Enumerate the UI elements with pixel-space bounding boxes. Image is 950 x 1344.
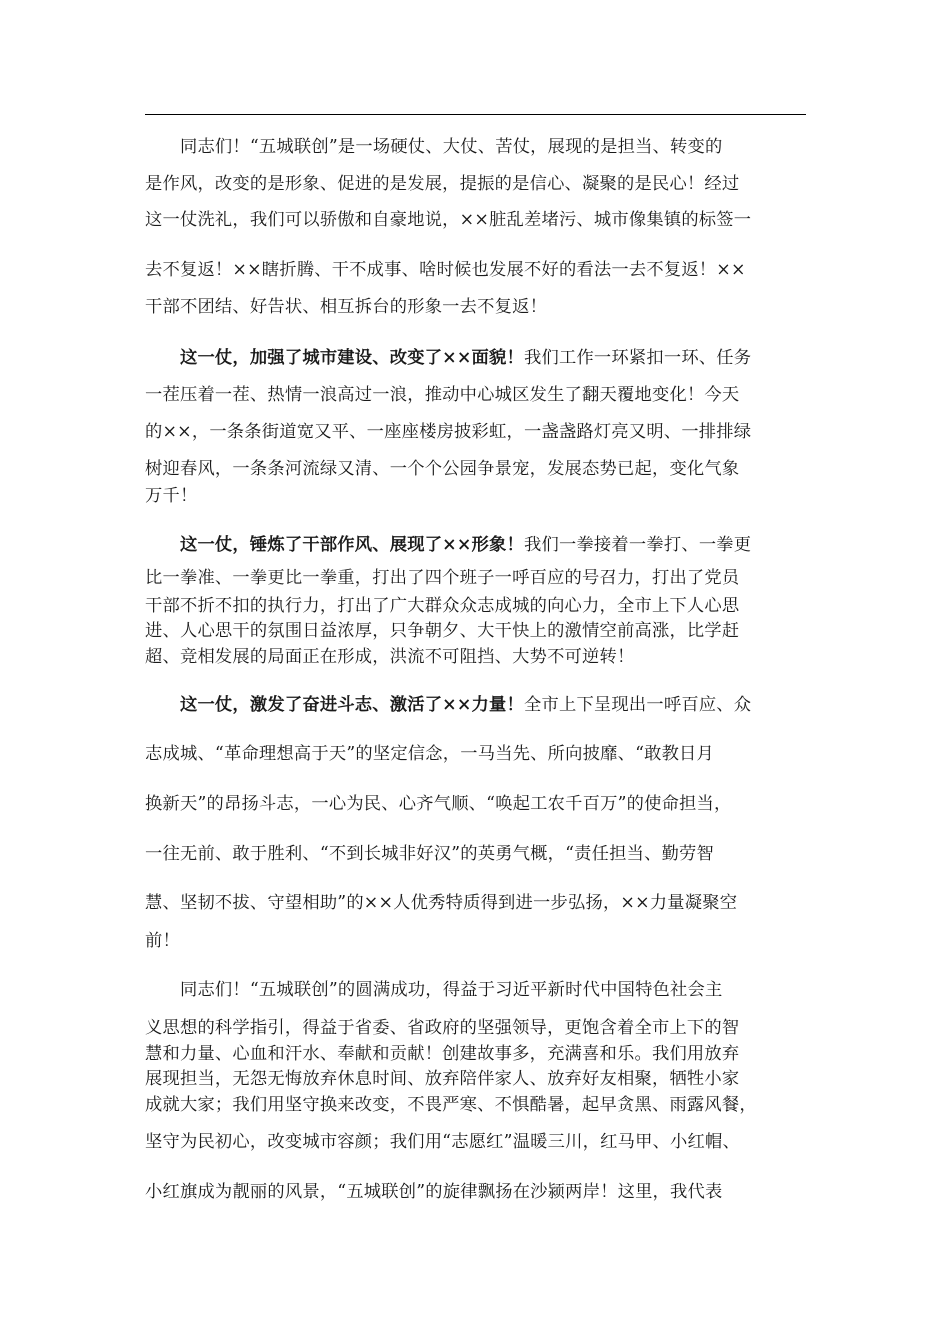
paragraph-lead: 这一仗，加强了城市建设、改变了××面貌！ [145,348,524,368]
text-line: 是作风，改变的是形象、促进的是发展，提振的是信心、凝聚的是民心！经过 [145,174,740,194]
text-line: 慧、坚韧不拔、守望相助”的××人优秀特质得到进一步弘扬，××力量凝聚空 [145,893,738,913]
text-line: 换新天”的昂扬斗志，一心为民、心齐气顺、“唤起工农千百万”的使命担当， [145,794,732,814]
text-line: 一往无前、敢于胜利、“不到长城非好汉”的英勇气概，“责任担当、勤劳智 [145,844,715,864]
text-line: 的××，一条条街道宽又平、一座座楼房披彩虹，一盏盏路灯亮又明、一排排绿 [145,422,752,442]
text-line: 干部不团结、好告状、相互拆台的形象一去不复返！ [145,297,548,317]
text-line: 义思想的科学指引，得益于省委、省政府的坚强领导，更饱含着全市上下的智 [145,1018,740,1038]
text-line: 同志们！“五城联创”的圆满成功，得益于习近平新时代中国特色社会主 [145,980,723,1000]
text-line: 树迎春风，一条条河流绿又清、一个个公园争景宠，发展态势已起，变化气象 [145,459,740,479]
text-line: 展现担当，无怨无悔放弃休息时间、放弃陪伴家人、放弃好友相聚，牺牲小家 [145,1069,740,1089]
text-line: 这一仗洗礼，我们可以骄傲和自豪地说，××脏乱差堵污、城市像集镇的标签一 [145,210,752,230]
text-line: 成就大家；我们用坚守换来改变，不畏严寒、不惧酷暑，起早贪黑、雨露风餐， [145,1095,757,1115]
text-line: 这一仗，锤炼了干部作风、展现了××形象！我们一拳接着一拳打、一拳更 [145,535,752,555]
text-line: 志成城、“革命理想高于天”的坚定信念，一马当先、所向披靡、“敢教日月 [145,744,715,764]
text-line: 坚守为民初心，改变城市容颜；我们用“志愿红”温暖三川，红马甲、小红帽、 [145,1132,740,1152]
text-line: 前！ [145,931,180,951]
text-line: 去不复返！××瞎折腾、干不成事、啥时候也发展不好的看法一去不复返！×× [145,260,746,280]
text-line: 这一仗，激发了奋进斗志、激活了××力量！全市上下呈现出一呼百应、众 [145,695,752,715]
text-line: 进、人心思干的氛围日益浓厚，只争朝夕、大干快上的激情空前高涨，比学赶 [145,621,740,641]
text-line: 干部不折不扣的执行力，打出了广大群众众志成城的向心力，全市上下人心思 [145,596,740,616]
text-line: 同志们！“五城联创”是一场硬仗、大仗、苦仗，展现的是担当、转变的 [145,137,723,157]
text-line: 超、竞相发展的局面正在形成，洪流不可阻挡、大势不可逆转！ [145,647,635,667]
text-line: 慧和力量、心血和汗水、奉献和贡献！创建故事多，充满喜和乐。我们用放弃 [145,1044,740,1064]
paragraph-lead: 这一仗，锤炼了干部作风、展现了××形象！ [145,535,524,555]
text-line: 比一拳准、一拳更比一拳重，打出了四个班子一呼百应的号召力，打出了党员 [145,568,740,588]
text-line: 一茬压着一茬、热情一浪高过一浪，推动中心城区发生了翻天覆地变化！今天 [145,385,740,405]
text-line: 万千！ [145,486,198,506]
text-line: 这一仗，加强了城市建设、改变了××面貌！我们工作一环紧扣一环、任务 [145,348,752,368]
header-rule [145,114,806,115]
text-line: 小红旗成为靓丽的风景，“五城联创”的旋律飘扬在沙颍两岸！这里，我代表 [145,1182,723,1202]
paragraph-lead: 这一仗，激发了奋进斗志、激活了××力量！ [145,695,524,715]
